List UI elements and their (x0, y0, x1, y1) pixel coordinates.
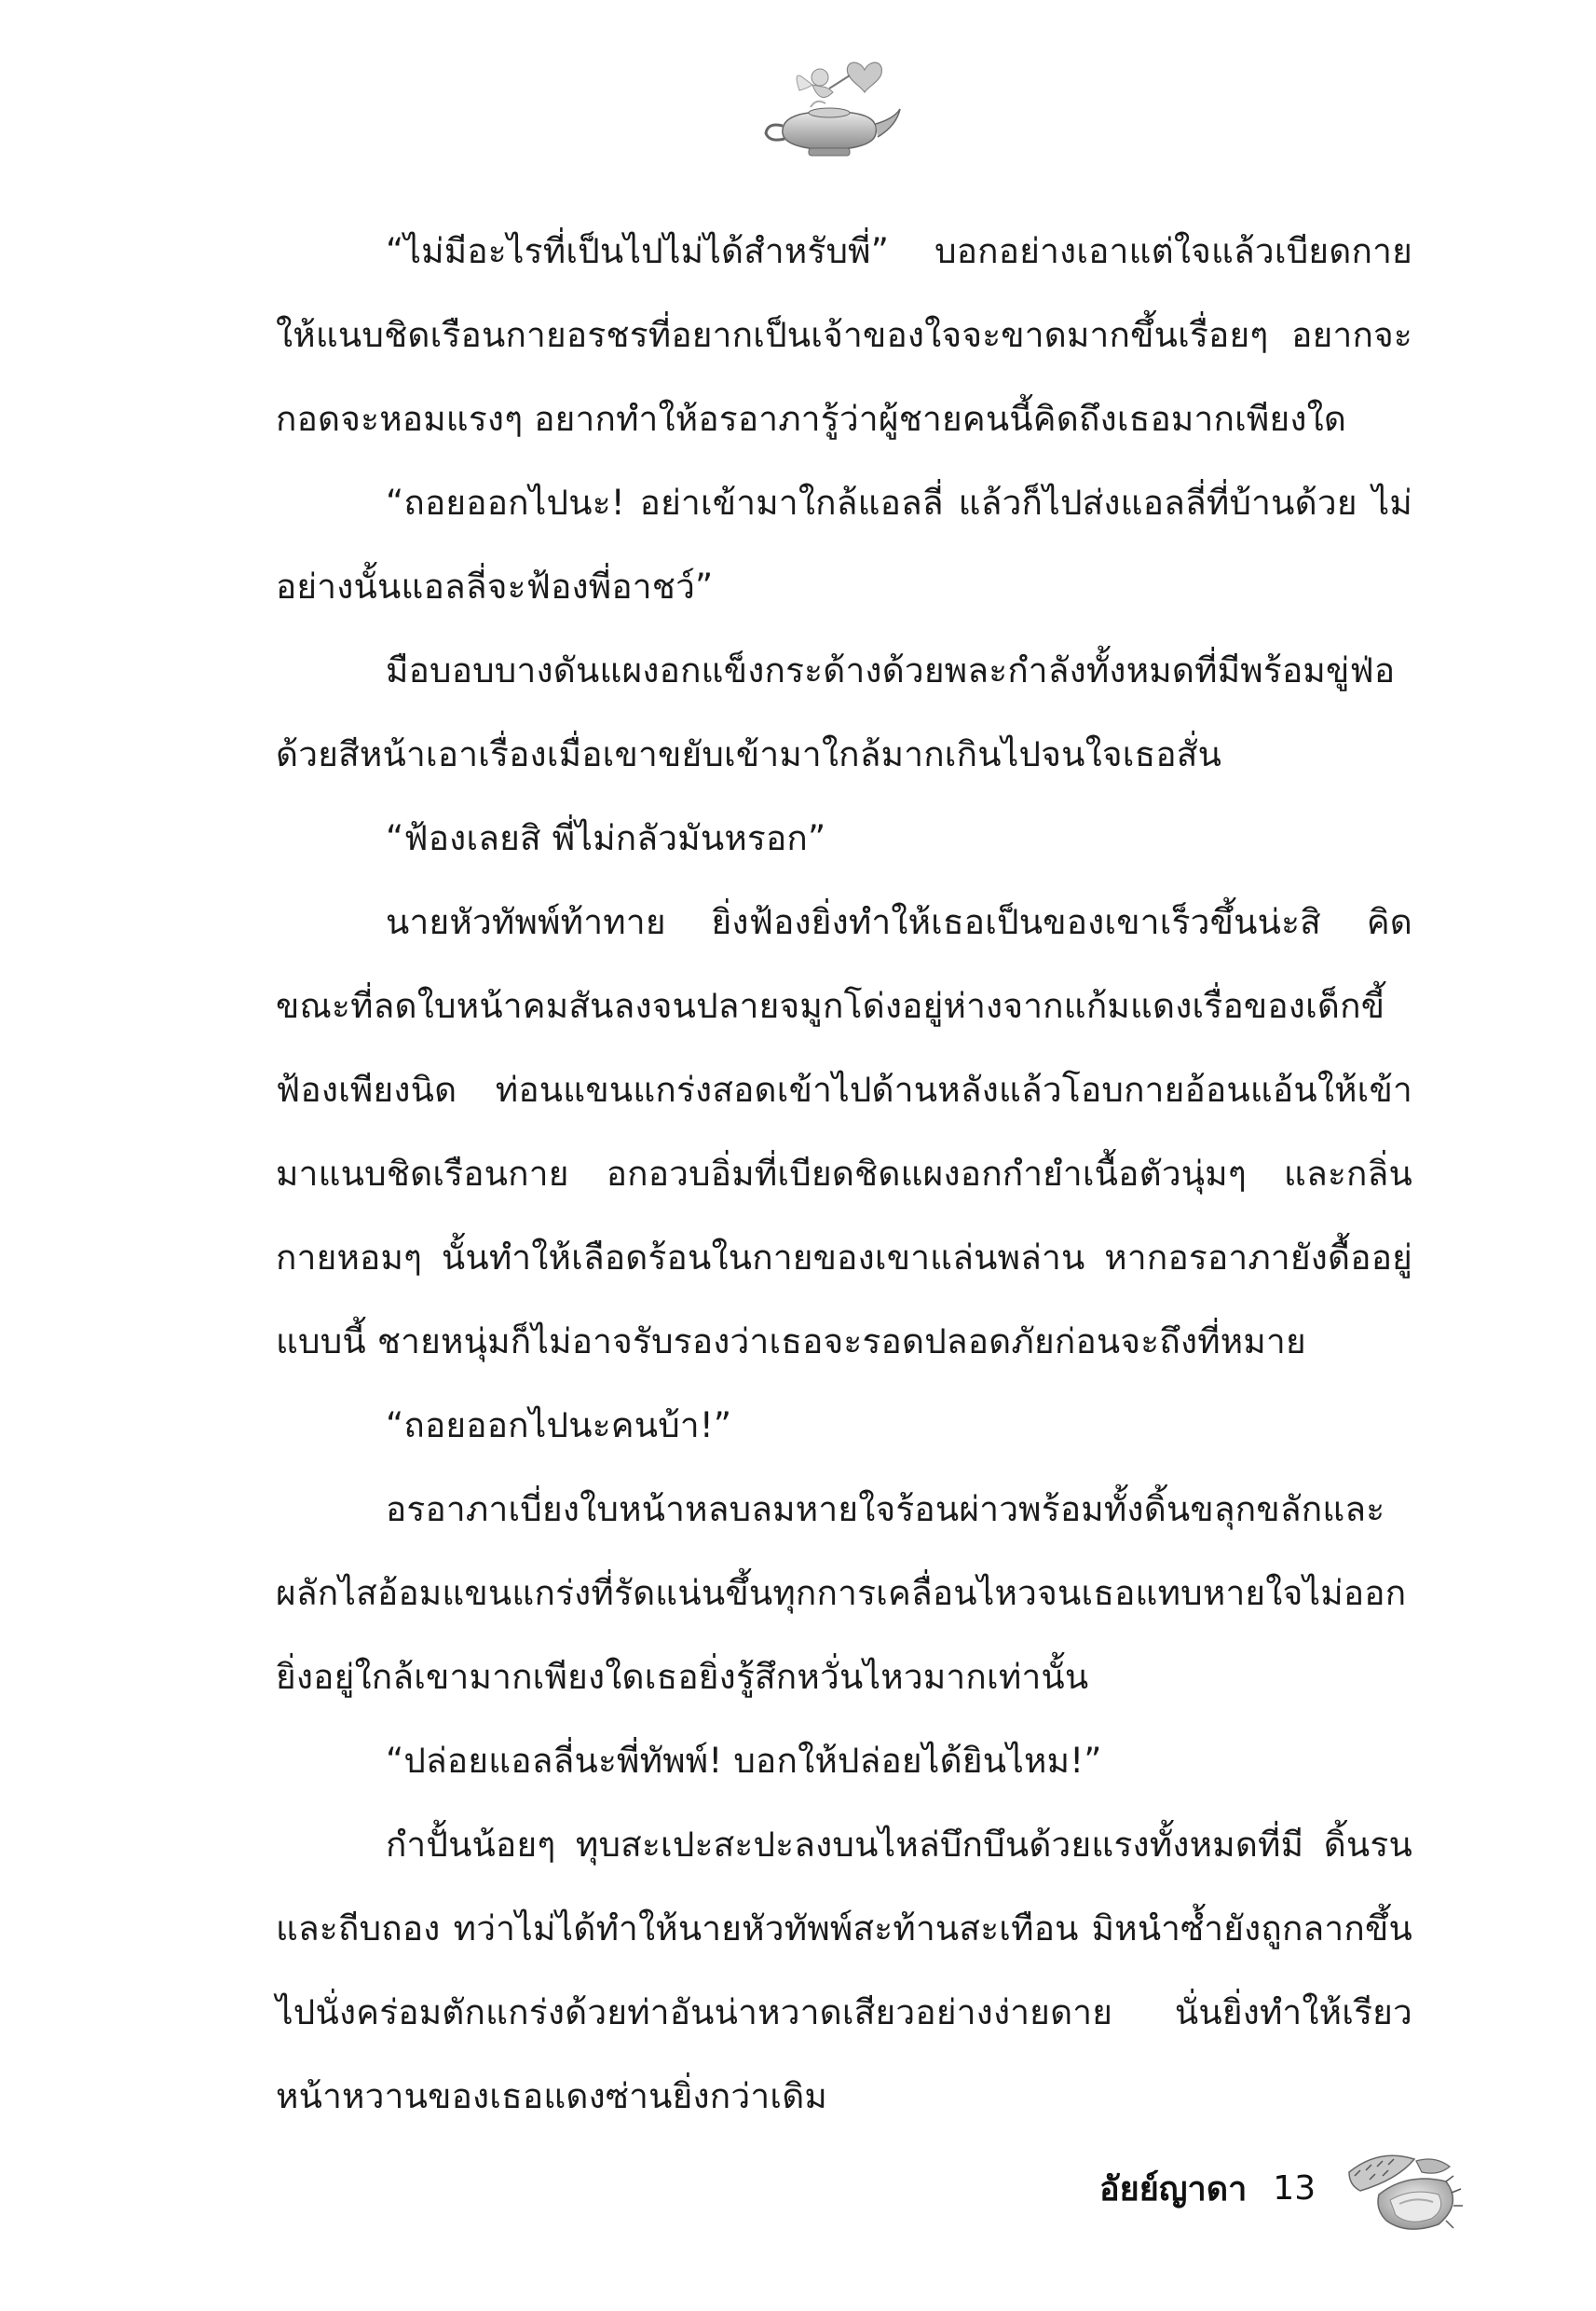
paragraph: “ปล่อยแอลลี่นะพี่ทัพพ์! บอกให้ปล่อยได้ยินไหม!” (386, 1741, 1102, 1781)
paragraph: มือบอบบางดันแผงอกแข็งกระด้างด้วยพละกำลังทั้งหมดที่มีพร้อมขู่ฟ่อด้วยสีหน้าเอาเรื่องเมื่อเขาขยับเข้ามาใกล้มากเกินไปจนใจเธอสั่น (276, 650, 1396, 774)
body-text (276, 210, 1412, 2139)
footer-author: อัยย์ญาดา (1099, 2169, 1248, 2208)
paragraph: กำปั้นน้อยๆ ทุบสะเปะสะปะลงบนไหล่บึกบึนด้วยแรงทั้งหมดที่มี ดิ้นรนและถีบถอง ทว่าไม่ได้ทำให้นายหัวทัพพ์สะท้านสะเทือน มิหนำซ้ำยังถูกลากขึ้นไปนั่งคร่อมตักแกร่งด้วยท่าอันน่าหวาดเสียวอย่างง่ายดาย นั่นยิ่งทำให้เรียวหน้าหวานของเธอแดงซ่านยิ่งกว่าเดิม (276, 1825, 1412, 2116)
durian-icon (1342, 2139, 1472, 2241)
paragraph: อรอาภาเบี่ยงใบหน้าหลบลมหายใจร้อนผ่าวพร้อมทั้งดิ้นขลุกขลักและผลักไสอ้อมแขนแกร่งที่รัดแน่นขึ้นทุกการเคลื่อนไหวจนเธอแทบหายใจไม่ออก ยิ่งอยู่ใกล้เขามากเพียงใดเธอยิ่งรู้สึกหวั่นไหวมากเท่านั้น (276, 1489, 1407, 1697)
paragraph: “ไม่มีอะไรที่เป็นไปไม่ได้สำหรับพี่” บอกอย่างเอาแต่ใจแล้วเบียดกายให้แนบชิดเรือนกายอรชรที่อยากเป็นเจ้าของใจจะขาดมากขึ้นเรื่อยๆ อยากจะกอดจะหอมแรงๆ อยากทำให้อรอาภารู้ว่าผู้ชายคนนี้คิดถึงเธอมากเพียงใด (276, 231, 1412, 439)
paragraph: นายหัวทัพพ์ท้าทาย ยิ่งฟ้องยิ่งทำให้เธอเป็นของเขาเร็วขึ้นน่ะสิ คิดขณะที่ลดใบหน้าคมสันลงจนปลายจมูกโด่งอยู่ห่างจากแก้มแดงเรื่อของเด็กขี้ฟ้องเพียงนิด ท่อนแขนแกร่งสอดเข้าไปด้านหลังแล้วโอบกายอ้อนแอ้นให้เข้ามาแนบชิดเรือนกาย อกอวบอิ่มที่เบียดชิดแผงอกกำยำเนื้อตัวนุ่มๆ และกลิ่นกายหอมๆ นั้นทำให้เลือดร้อนในกายของเขาแล่นพล่าน หากอรอาภายังดื้ออยู่แบบนี้ ชายหนุ่มก็ไม่อาจรับรองว่าเธอจะรอดปลอดภัยก่อนจะถึงที่หมาย (276, 902, 1412, 1361)
paragraph: “ฟ้องเลยสิ พี่ไม่กลัวมันหรอก” (386, 818, 826, 858)
paragraph: “ถอยออกไปนะ! อย่าเข้ามาใกล้แอลลี่ แล้วก็ไปส่งแอลลี่ที่บ้านด้วย ไม่อย่างนั้นแอลลี่จะฟ้องพี่อาชว์” (276, 483, 1412, 607)
page-number: 13 (1273, 2168, 1316, 2208)
page-footer (1099, 2160, 1316, 2216)
paragraph: “ถอยออกไปนะคนบ้า!” (386, 1405, 732, 1445)
cupid-teapot-icon (755, 51, 904, 168)
